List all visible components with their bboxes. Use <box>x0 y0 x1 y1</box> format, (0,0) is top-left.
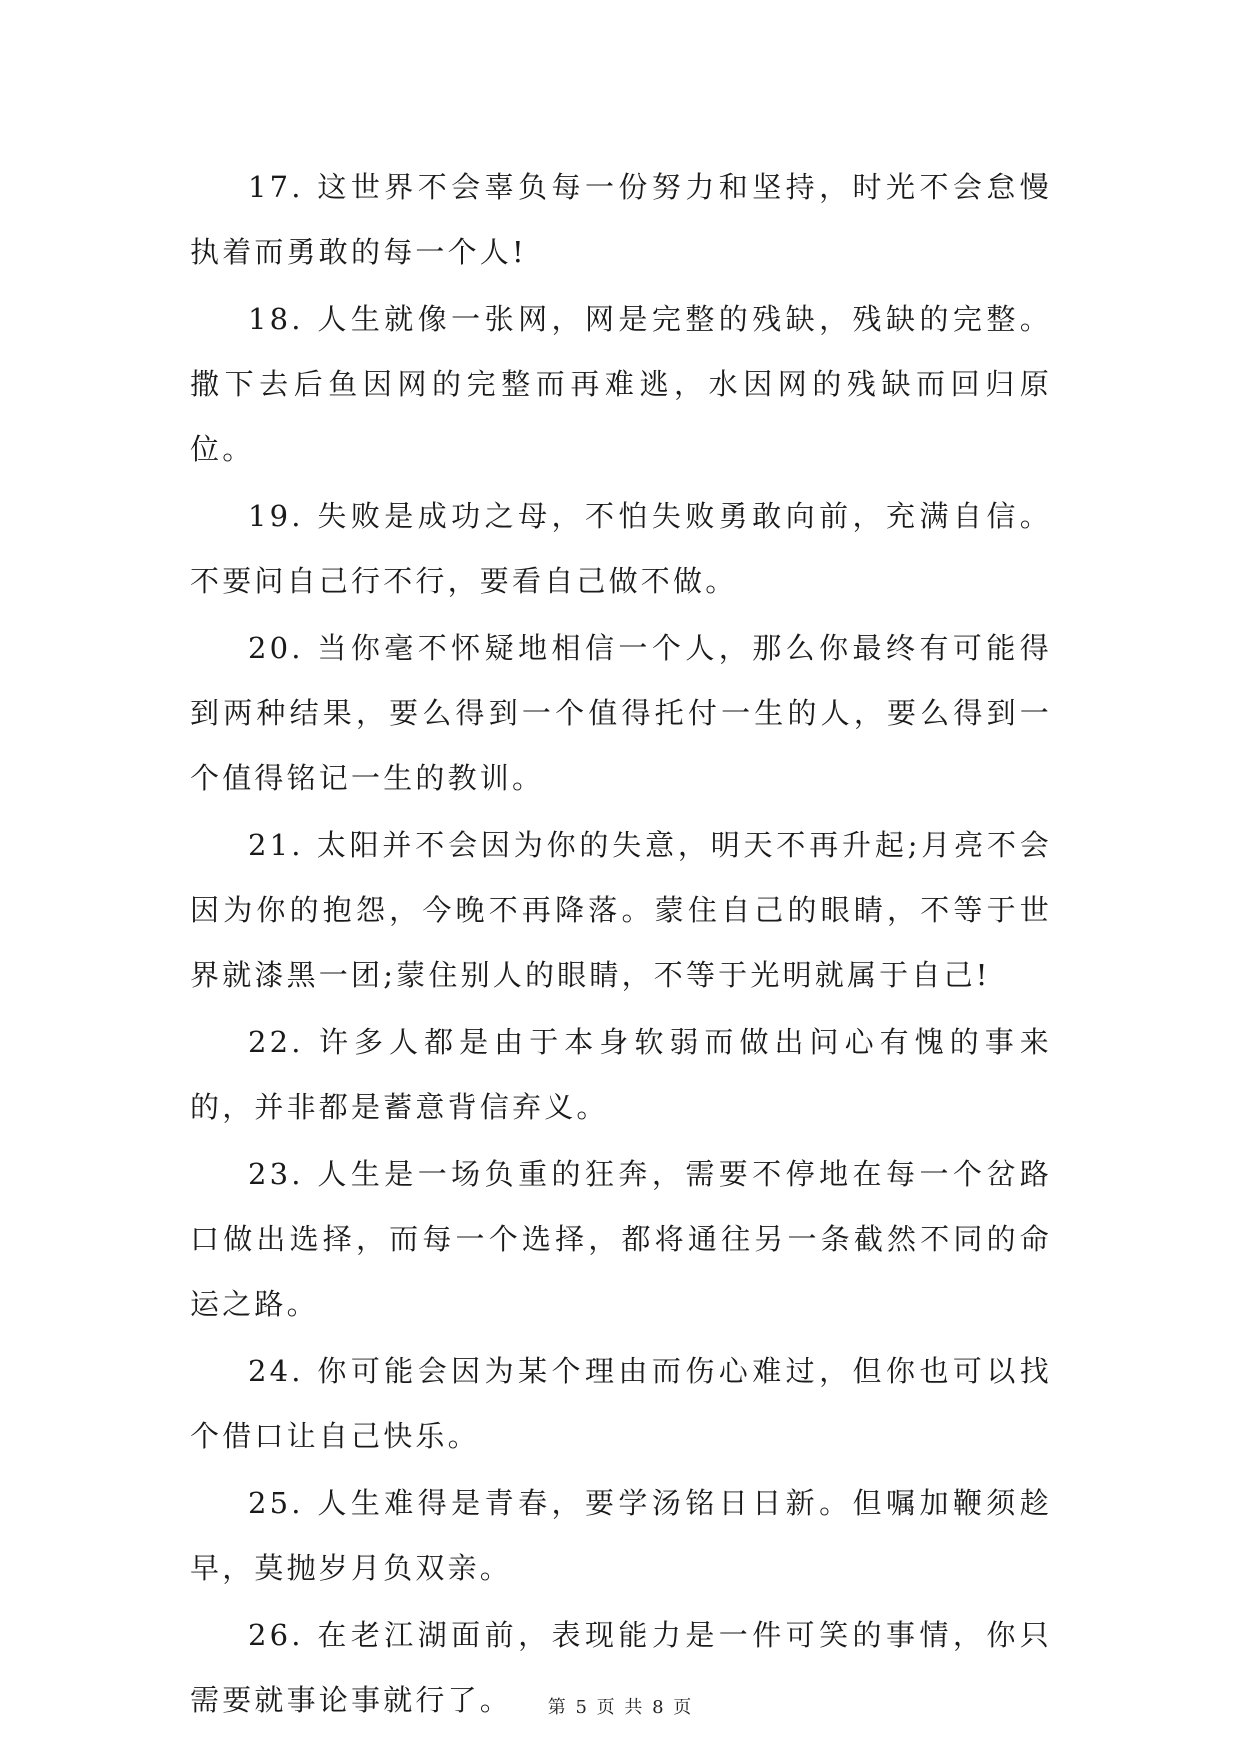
quote-paragraph: 19. 失败是成功之母，不怕失败勇敢向前，充满自信。不要问自己行不行，要看自己做不做。 <box>190 499 1052 598</box>
quote-paragraph: 17. 这世界不会辜负每一份努力和坚持，时光不会怠慢执着而勇敢的每一个人! <box>190 170 1052 269</box>
quote-paragraph: 21. 太阳并不会因为你的失意，明天不再升起;月亮不会因为你的抱怨，今晚不再降落。蒙住自己的眼睛，不等于世界就漆黑一团;蒙住别人的眼睛，不等于光明就属于自己! <box>190 828 1052 992</box>
quote-paragraph: 24. 你可能会因为某个理由而伤心难过，但你也可以找个借口让自己快乐。 <box>190 1354 1052 1453</box>
document-body <box>190 155 1052 1735</box>
quote-paragraph: 18. 人生就像一张网，网是完整的残缺，残缺的完整。撒下去后鱼因网的完整而再难逃，水因网的残缺而回归原位。 <box>190 302 1052 466</box>
quote-paragraph: 26. 在老江湖面前，表现能力是一件可笑的事情，你只需要就事论事就行了。 <box>190 1618 1052 1717</box>
quote-paragraph: 25. 人生难得是青春，要学汤铭日日新。但嘱加鞭须趁早，莫抛岁月负双亲。 <box>190 1486 1052 1585</box>
page-number-footer: 第 5 页 共 8 页 <box>547 1697 694 1718</box>
quote-paragraph: 22. 许多人都是由于本身软弱而做出问心有愧的事来的，并非都是蓄意背信弃义。 <box>190 1025 1052 1124</box>
quote-paragraph: 23. 人生是一场负重的狂奔，需要不停地在每一个岔路口做出选择，而每一个选择，都将通往另一条截然不同的命运之路。 <box>190 1157 1052 1321</box>
quote-paragraph: 20. 当你毫不怀疑地相信一个人，那么你最终有可能得到两种结果，要么得到一个值得托付一生的人，要么得到一个值得铭记一生的教训。 <box>190 631 1052 795</box>
